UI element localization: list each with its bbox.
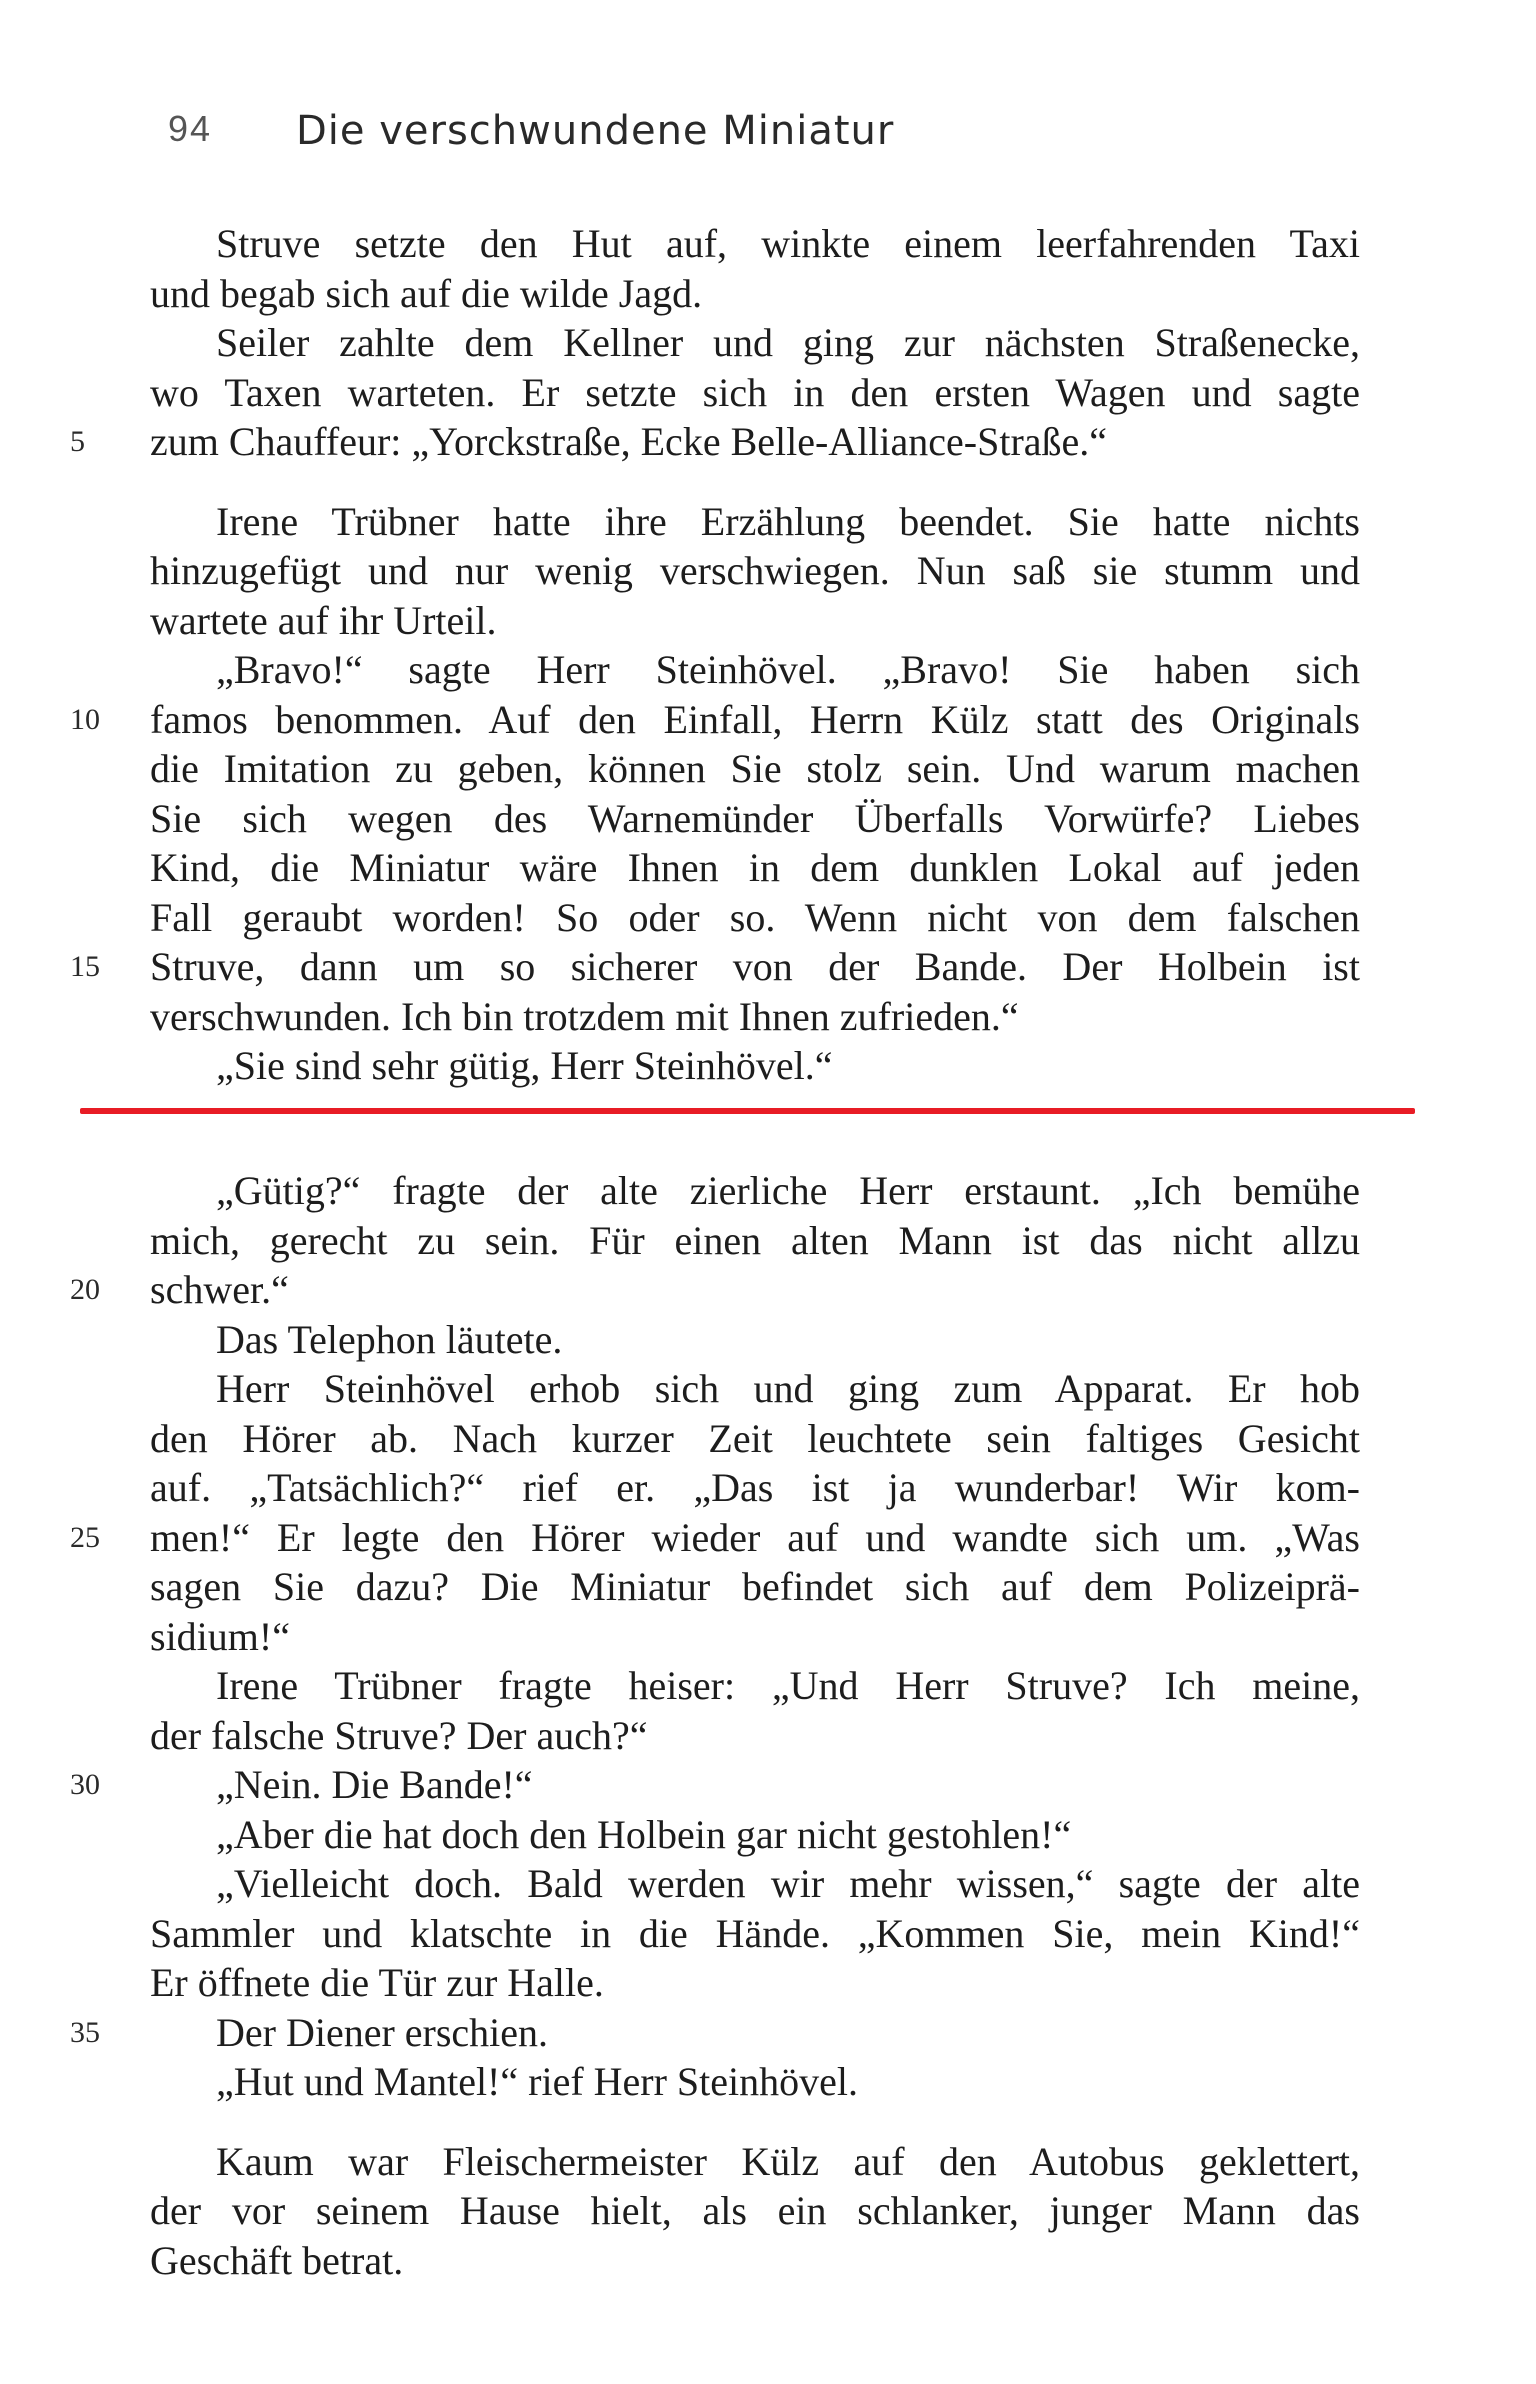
line-text: „Vielleicht doch. Bald werden wir mehr wissen,“ sagte der alte — [216, 1861, 1360, 1906]
line-text: Der Diener erschien. — [216, 2009, 549, 2055]
running-title: Die verschwundene Miniatur — [296, 108, 895, 154]
text-line — [70, 417, 1360, 467]
line-text: Geschäft betrat. — [150, 2237, 404, 2283]
line-text: wo Taxen warteten. Er setzte sich in den ersten Wagen und sagte — [150, 369, 1360, 415]
line-text: „Bravo!“ sagte Herr Steinhövel. „Bravo! Sie haben sich — [216, 647, 1360, 692]
line-text: hinzugefügt und nur wenig verschwiegen. Nun saß sie stumm und — [150, 548, 1360, 593]
text-line — [150, 992, 1360, 1042]
line-text: der falsche Struve? Der auch?“ — [150, 1712, 648, 1758]
text-line — [150, 1414, 1360, 1464]
text-line — [150, 1463, 1360, 1513]
text-line — [70, 1513, 1360, 1563]
line-text: mich, gerecht zu sein. Für einen alten Mann ist das nicht allzu — [150, 1217, 1360, 1263]
line-text: Irene Trübner hatte ihre Erzählung beendet. Sie hatte nichts — [216, 498, 1360, 544]
line-text: Kind, die Miniatur wäre Ihnen in dem dunklen Lokal auf jeden — [150, 845, 1360, 890]
line-text: Herr Steinhövel erhob sich und ging zum Apparat. Er hob — [216, 1366, 1360, 1411]
text-line — [150, 1041, 1360, 1091]
text-section-lower — [70, 1166, 1360, 2285]
text-line — [150, 2186, 1360, 2236]
text-line — [150, 2057, 1360, 2107]
line-number: 15 — [70, 950, 100, 983]
text-line — [150, 269, 1360, 319]
line-text: und begab sich auf die wilde Jagd. — [150, 270, 703, 316]
line-text: Fall geraubt worden! So oder so. Wenn nicht von dem falschen — [150, 894, 1360, 940]
line-number: 35 — [70, 2015, 100, 2049]
page-number: 94 — [168, 108, 213, 149]
text-line — [70, 1265, 1360, 1315]
line-text: „Gütig?“ fragte der alte zierliche Herr erstaunt. „Ich bemühe — [216, 1168, 1360, 1213]
line-text: Seiler zahlte dem Kellner und ging zur nächsten Straßenecke, — [216, 320, 1360, 365]
line-text: men!“ Er legte den Hörer wieder auf und wandte sich um. „Was — [150, 1514, 1360, 1560]
text-line — [70, 1760, 1360, 1810]
line-text: auf. „Tatsächlich?“ rief er. „Das ist ja wunderbar! Wir kom- — [150, 1465, 1360, 1510]
line-text: Sammler und klatschte in die Hände. „Kommen Sie, mein Kind!“ — [150, 1910, 1360, 1956]
line-text: der vor seinem Hause hielt, als ein schlanker, junger Mann das — [150, 2188, 1360, 2233]
text-section-upper — [70, 219, 1360, 1091]
line-text: die Imitation zu geben, können Sie stolz sein. Und warum machen — [150, 746, 1360, 791]
line-number: 10 — [70, 702, 100, 736]
text-line — [150, 1166, 1360, 1216]
line-text: „Sie sind sehr gütig, Herr Steinhövel.“ — [216, 1043, 833, 1088]
line-text: Kaum war Fleischermeister Külz auf den Autobus geklettert, — [216, 2138, 1360, 2184]
line-number: 30 — [70, 1768, 100, 1801]
line-text: schwer.“ — [150, 1267, 289, 1312]
line-text: Das Telephon läutete. — [216, 1316, 563, 1362]
page-header — [0, 108, 1536, 168]
line-text: Er öffnete die Tür zur Halle. — [150, 1960, 604, 2005]
line-text: sagen Sie dazu? Die Miniatur befindet sich auf dem Polizeiprä- — [150, 1564, 1360, 1609]
paragraph-gap — [150, 2107, 1360, 2137]
line-number: 5 — [70, 425, 85, 458]
text-line — [150, 794, 1360, 844]
text-line — [150, 1315, 1360, 1365]
line-text: Irene Trübner fragte heiser: „Und Herr Struve? Ich meine, — [216, 1663, 1360, 1708]
line-text: „Aber die hat doch den Holbein gar nicht gestohlen!“ — [216, 1811, 1072, 1857]
line-text: „Nein. Die Bande!“ — [216, 1762, 533, 1807]
text-line — [150, 1216, 1360, 1266]
paragraph-gap — [150, 467, 1360, 497]
text-line — [150, 645, 1360, 695]
text-line — [150, 368, 1360, 418]
text-line — [70, 942, 1360, 992]
text-line — [70, 695, 1360, 745]
text-line — [150, 1958, 1360, 2008]
text-line — [150, 1612, 1360, 1662]
line-text: famos benommen. Auf den Einfall, Herrn Külz statt des Originals — [150, 696, 1360, 742]
text-line — [150, 1810, 1360, 1860]
line-text: wartete auf ihr Urteil. — [150, 597, 497, 643]
text-line — [150, 1364, 1360, 1414]
line-text: Struve, dann um so sicherer von der Bande. Der Holbein ist — [150, 944, 1360, 989]
line-text: verschwunden. Ich bin trotzdem mit Ihnen zufrieden.“ — [150, 993, 1019, 1039]
text-line — [150, 1711, 1360, 1761]
text-line — [150, 318, 1360, 368]
text-line — [150, 893, 1360, 943]
text-line — [150, 2236, 1360, 2286]
line-text: Sie sich wegen des Warnemünder Überfalls Vorwürfe? Liebes — [150, 795, 1360, 841]
text-line — [150, 1859, 1360, 1909]
line-text: zum Chauffeur: „Yorckstraße, Ecke Belle-Alliance-Straße.“ — [150, 419, 1108, 464]
text-line — [150, 1909, 1360, 1959]
text-line — [150, 2137, 1360, 2187]
line-text: Struve setzte den Hut auf, winkte einem leerfahrenden Taxi — [216, 221, 1360, 266]
text-line — [150, 843, 1360, 893]
text-line — [70, 2008, 1360, 2058]
line-text: sidium!“ — [150, 1613, 290, 1659]
line-number: 25 — [70, 1520, 100, 1554]
text-line — [150, 546, 1360, 596]
line-number: 20 — [70, 1273, 100, 1306]
text-line — [150, 497, 1360, 547]
divider-line — [80, 1108, 1415, 1114]
text-line — [150, 744, 1360, 794]
text-line — [150, 1661, 1360, 1711]
text-line — [150, 1562, 1360, 1612]
line-text: den Hörer ab. Nach kurzer Zeit leuchtete sein faltiges Gesicht — [150, 1415, 1360, 1461]
text-line — [150, 596, 1360, 646]
text-line — [150, 219, 1360, 269]
line-text: „Hut und Mantel!“ rief Herr Steinhövel. — [216, 2059, 859, 2104]
